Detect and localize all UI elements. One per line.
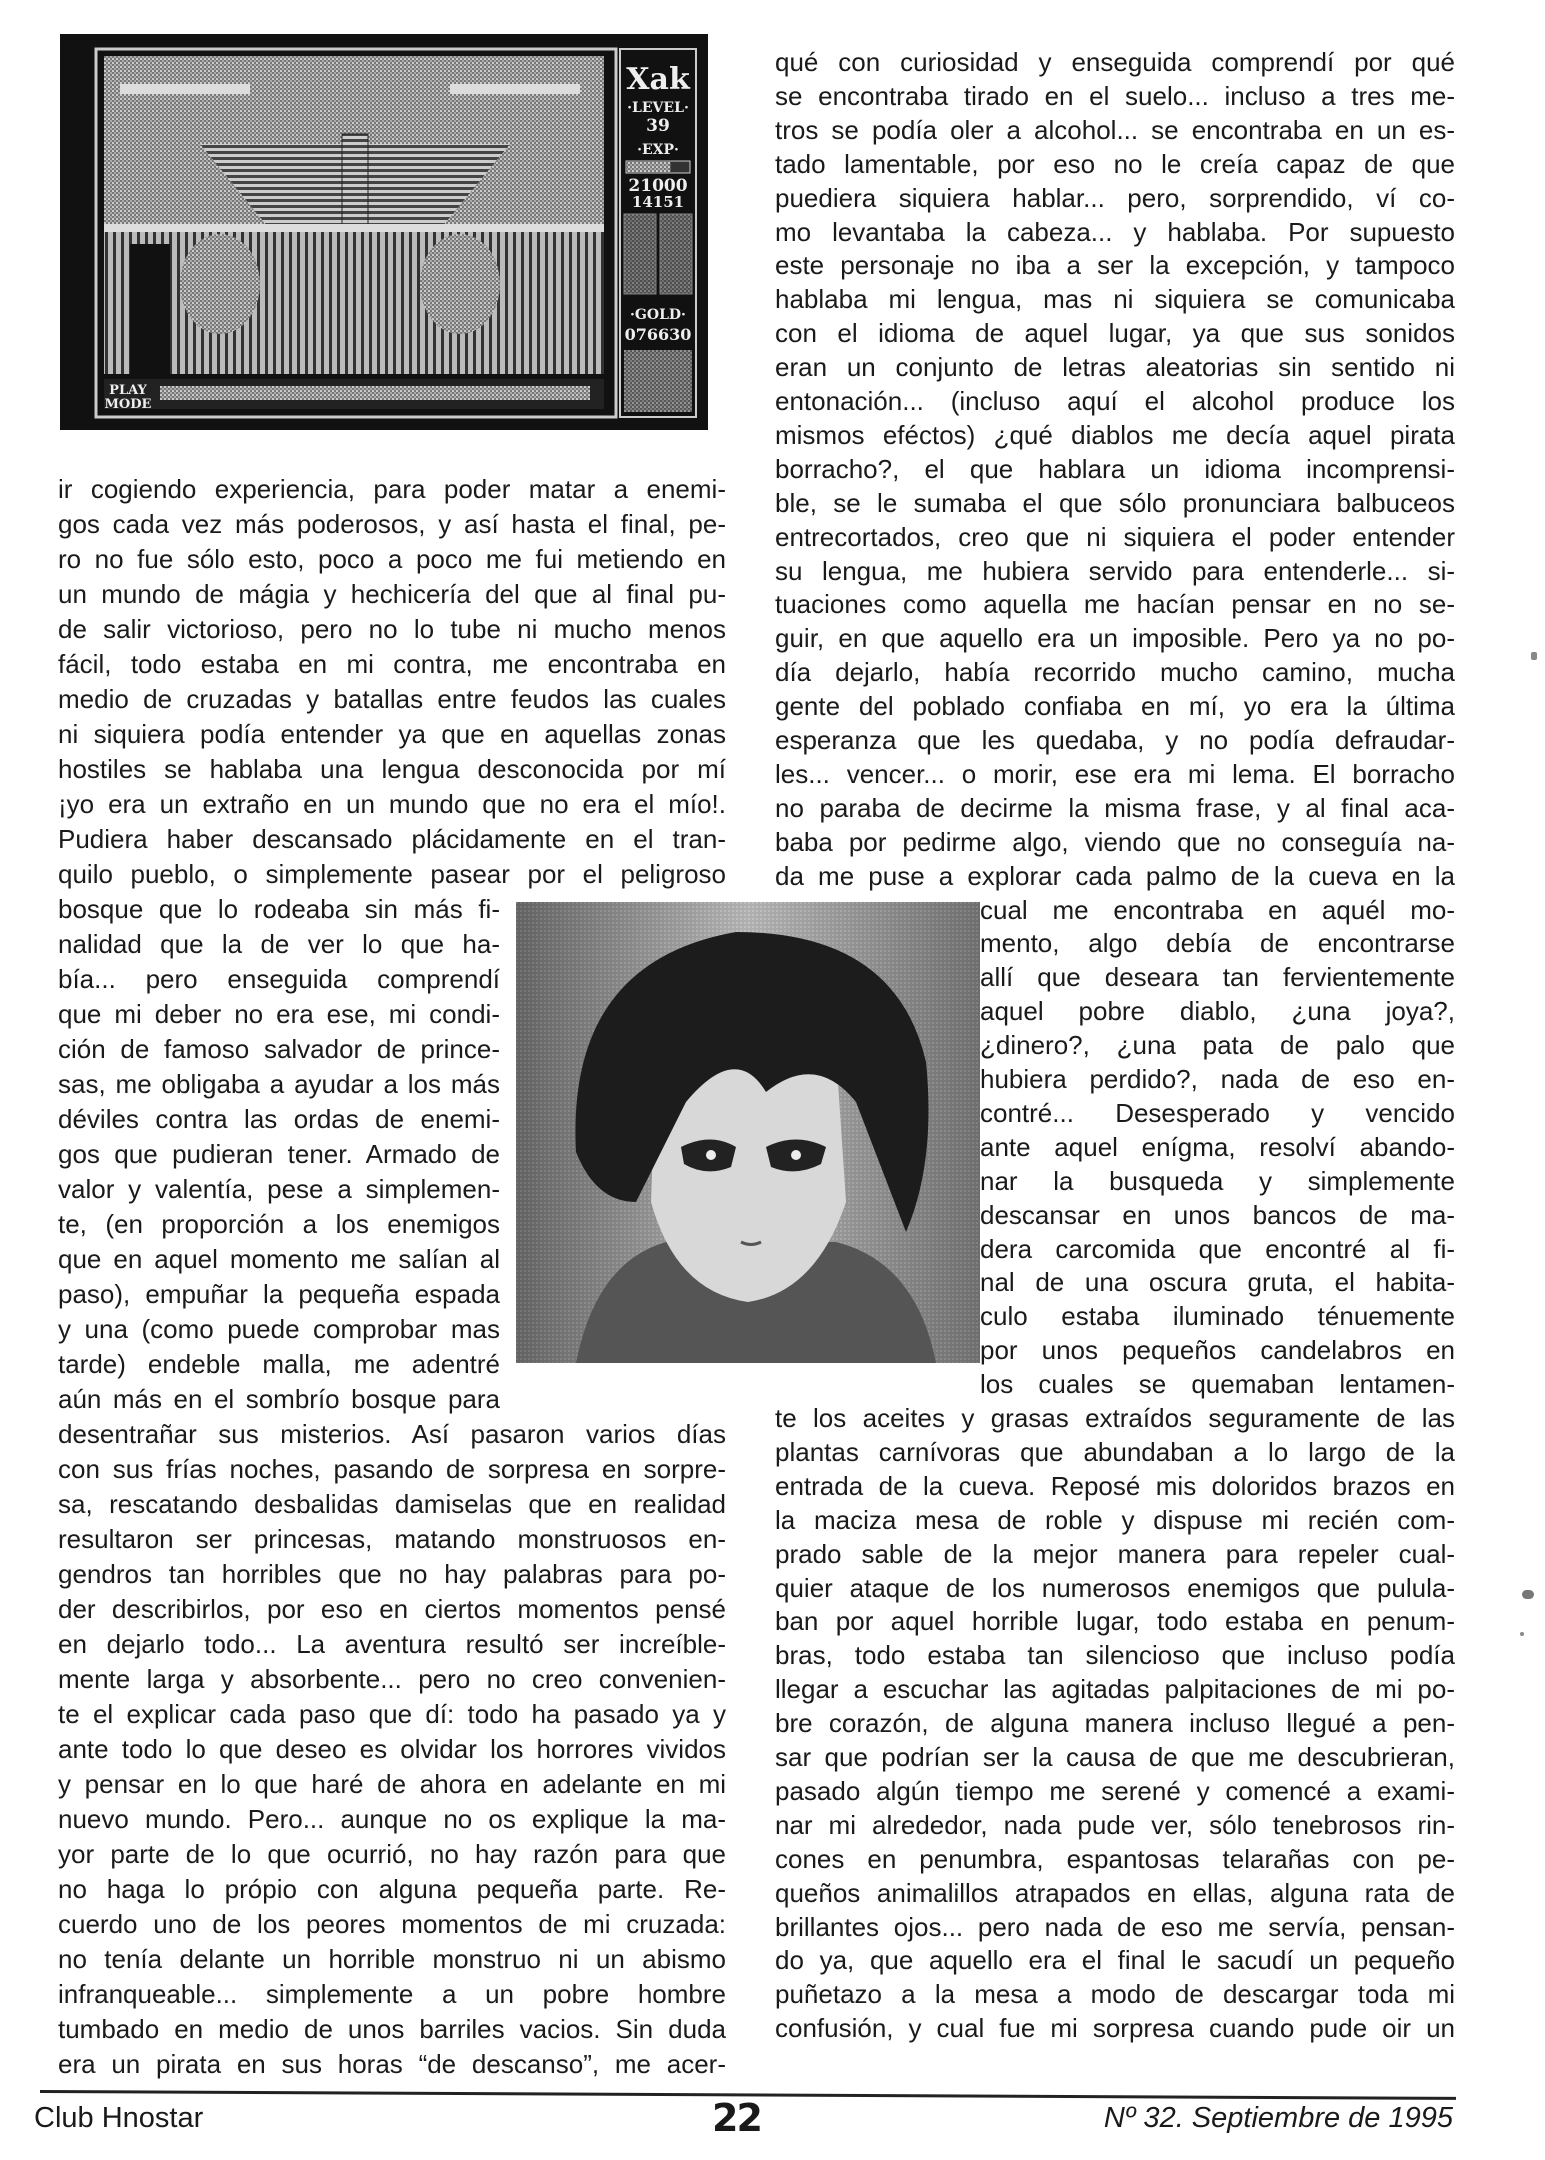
text-line: bre corazón, de alguna manera incluso llegué a pen- <box>775 1708 1455 1739</box>
scan-speck <box>1522 1590 1534 1599</box>
text-line: desentrañar sus misterios. Así pasaron varios días <box>58 1419 726 1449</box>
text-line: sar que podrían ser la causa de que me descubrieran, <box>775 1742 1455 1772</box>
text-line: y una (como puede comprobar mas <box>58 1314 500 1344</box>
text-line: medio de cruzadas y batallas entre feudos las cuales <box>58 684 726 714</box>
game-title: Xak <box>626 62 690 97</box>
exp-value: 21000 <box>628 176 688 196</box>
character-portrait <box>516 902 980 1363</box>
text-line: en dejarlo todo... La aventura resultó ser increíble- <box>58 1629 726 1659</box>
game-screenshot-image <box>60 34 708 430</box>
portrait-image <box>516 902 980 1363</box>
text-line: un mundo de mágia y hechicería del que al final pu- <box>58 579 726 609</box>
text-line: te, (en proporción a los enemigos <box>58 1209 500 1239</box>
text-line: queños animalillos atrapados en ellas, alguna rata de <box>775 1877 1455 1908</box>
text-line: hostiles se hablaba una lengua desconocida por mí <box>58 754 726 784</box>
text-line: resultaron ser princesas, matando monstruosos en- <box>58 1524 726 1554</box>
exp-label: ·EXP· <box>637 142 679 158</box>
text-line: confusión, y cual fue mi sorpresa cuando pude oir un <box>775 2013 1455 2044</box>
text-line: nar mi alrededor, nada pude ver, sólo tenebrosos rin- <box>775 1809 1455 1840</box>
text-line: hablaba mi lengua, mas ni siquiera se comunicaba <box>775 284 1455 315</box>
text-line: entrecortados, creo que ni siquiera el poder entender <box>775 521 1455 552</box>
text-line: ción de famoso salvador de prince- <box>58 1034 500 1064</box>
text-line: culo estaba iluminado ténuemente <box>980 1301 1455 1332</box>
text-line: quilo pueblo, o simplemente pasear por el peligroso <box>58 859 726 889</box>
gold-label: ·GOLD· <box>630 307 686 323</box>
text-line: allí que deseara tan fervientemente <box>980 962 1455 993</box>
text-line: do ya, que aquello era el final le sacudí un pequeño <box>775 1945 1455 1976</box>
text-line: ante todo lo que deseo es olvidar los horrores vividos <box>58 1734 726 1764</box>
text-line: valor y valentía, pese a simplemen- <box>58 1174 500 1204</box>
text-line: sa, rescatando desbalidas damiselas que en realidad <box>58 1489 726 1519</box>
text-line: sas, me obligaba a ayudar a los más <box>58 1069 500 1099</box>
text-line: tros se podía oler a alcohol... se encontraba en un es- <box>775 114 1455 145</box>
text-line: se encontraba tirado en el suelo... incluso a tres me- <box>775 80 1455 111</box>
scan-speck <box>1531 652 1537 660</box>
text-line: día dejarlo, había recorrido mucho camino, mucha <box>775 657 1455 688</box>
publication-name: Club Hnostar <box>34 2102 204 2134</box>
text-line: gente del poblado confiaba en mí, yo era la última <box>775 691 1455 722</box>
text-line: ¡yo era un extraño en un mundo que no era el mío!. <box>58 789 726 819</box>
text-line: tuaciones como aquella me hacían pensar en no se- <box>775 589 1455 620</box>
text-line: no paraba de decirme la misma frase, y al final aca- <box>775 792 1455 823</box>
text-line: la maciza mesa de roble y dispuse mi recién com- <box>775 1504 1455 1535</box>
text-line: este personaje no iba a ser la excepción, y tampoco <box>775 250 1455 281</box>
text-line: nar la busqueda y simplemente <box>980 1165 1455 1196</box>
gold-value: 076630 <box>624 325 692 344</box>
text-line: déviles contra las ordas de enemi- <box>58 1104 500 1134</box>
text-line: ro no fue sólo esto, poco a poco me fui metiendo en <box>58 544 726 574</box>
text-line: tarde) endeble malla, me adentré <box>58 1349 500 1379</box>
text-line: descansar en unos bancos de ma- <box>980 1199 1455 1230</box>
text-line: que mi deber no era ese, mi condi- <box>58 999 500 1029</box>
text-line: gos cada vez más poderosos, y así hasta el final, pe- <box>58 509 726 539</box>
text-line: ¿dinero?, ¿una pata de palo que <box>980 1030 1455 1061</box>
text-line: era un pirata en sus horas “de descanso”, me acer- <box>58 2049 726 2079</box>
text-line: llegar a escuchar las agitadas palpitaciones de mi po- <box>775 1674 1455 1705</box>
text-line: por unos pequeños candelabros en <box>980 1335 1455 1366</box>
exp-bar-fill <box>627 162 670 172</box>
text-line: fácil, todo estaba en mi contra, me encontraba en <box>58 649 726 679</box>
text-line: cuerdo uno de los peores momentos de mi cruzada: <box>58 1909 726 1939</box>
text-line: nal de una oscura gruta, el habita- <box>980 1267 1455 1298</box>
level-label: ·LEVEL· <box>627 100 689 116</box>
text-line: puediera siquiera hablar... pero, sorprendido, ví co- <box>775 182 1455 213</box>
text-line: paso), empuñar la pequeña espada <box>58 1279 500 1309</box>
text-line: no tenía delante un horrible monstruo ni un abismo <box>58 1944 726 1974</box>
page-number: 22 <box>712 2096 761 2140</box>
text-line: con el idioma de aquel lugar, ya que sus sonidos <box>775 318 1455 349</box>
text-line: baba por pedirme algo, viendo que no conseguía na- <box>775 826 1455 857</box>
text-line: y pensar en lo que haré de ahora en adelante en mi <box>58 1769 726 1799</box>
text-line: cones en penumbra, espantosas telarañas con pe- <box>775 1843 1455 1874</box>
text-line: nuevo mundo. Pero... aunque no os explique la ma- <box>58 1804 726 1834</box>
text-line: nalidad que la de ver lo que ha- <box>58 929 500 959</box>
text-line: da me puse a explorar cada palmo de la cueva en la <box>775 860 1455 891</box>
text-line: tado lamentable, por eso no le creía capaz de que <box>775 148 1455 179</box>
play-mode-label-2: MODE <box>104 397 152 412</box>
text-line: mente larga y absorbente... pero no creo convenien- <box>58 1664 726 1694</box>
game-screenshot-xak <box>60 34 708 430</box>
text-line: tumbado en medio de unos barriles vacios. Sin duda <box>58 2014 726 2044</box>
text-line: entonación... (incluso aquí el alcohol produce los <box>775 386 1455 416</box>
text-line: entrada de la cueva. Reposé mis doloridos brazos en <box>775 1470 1455 1501</box>
text-line: no haga lo própio con alguna pequeña parte. Re- <box>58 1874 726 1904</box>
text-line: ir cogiendo experiencia, para poder matar a enemi- <box>58 474 726 504</box>
text-line: que en aquel momento me salían al <box>58 1244 500 1274</box>
text-line: der describirlos, por eso en ciertos momentos pensé <box>58 1594 726 1624</box>
issue-date: Nº 32. Septiembre de 1995 <box>1103 2102 1453 2134</box>
text-line: eran un conjunto de letras aleatorias sin sentido ni <box>775 352 1455 383</box>
text-line: infranqueable... simplemente a un pobre hombre <box>58 1979 726 2009</box>
text-line: yor parte de lo que ocurrió, no hay razón para que <box>58 1839 726 1869</box>
text-line: gendros tan horribles que no hay palabras para po- <box>58 1559 726 1589</box>
text-line: dera carcomida que encontré al fi- <box>980 1233 1455 1264</box>
text-line: aún más en el sombrío bosque para <box>58 1384 500 1414</box>
scan-speck <box>1520 1632 1524 1636</box>
text-line: quier ataque de los numerosos enemigos que pulula- <box>775 1572 1455 1603</box>
text-line: pasado algún tiempo me serené y comencé a exami- <box>775 1775 1455 1806</box>
text-line: prado sable de la mejor manera para repeler cual- <box>775 1538 1455 1569</box>
play-mode-label-1: PLAY <box>109 383 147 398</box>
text-line: plantas carnívoras que abundaban a lo largo de la <box>775 1436 1455 1467</box>
text-line: qué con curiosidad y enseguida comprendí por qué <box>775 47 1455 77</box>
text-line: ante aquel enígma, resolví abando- <box>980 1131 1455 1162</box>
text-line: con sus frías noches, pasando de sorpresa en sorpre- <box>58 1454 726 1484</box>
text-line: mento, algo debía de encontrarse <box>980 928 1455 959</box>
text-line: gos que pudieran tener. Armado de <box>58 1139 500 1169</box>
text-line: ban por aquel horrible lugar, todo estaba en penum- <box>775 1606 1455 1637</box>
text-line: ni siquiera podía entender ya que en aquellas zonas <box>58 719 726 749</box>
text-line: mo levantaba la cabeza... y hablaba. Por supuesto <box>775 216 1455 247</box>
text-line: de salir victorioso, pero no lo tube ni mucho menos <box>58 614 726 644</box>
text-line: les... vencer... o morir, ese era mi lema. El borracho <box>775 758 1455 789</box>
text-line: Pudiera haber descansado plácidamente en el tran- <box>58 824 726 854</box>
text-line: brillantes ojos... pero nada de eso me servía, pensan- <box>775 1911 1455 1942</box>
text-line: mismos eféctos) ¿qué diablos me decía aquel pirata <box>775 419 1455 450</box>
text-line: los cuales se quemaban lentamen- <box>980 1369 1455 1400</box>
text-line: te los aceites y grasas extraídos seguramente de las <box>775 1403 1455 1433</box>
text-line: aquel pobre diablo, ¿una joya?, <box>980 996 1455 1027</box>
text-line: su lengua, me hubiera servido para entenderle... si- <box>775 555 1455 586</box>
hud-panel <box>620 49 696 417</box>
text-line: bras, todo estaba tan silencioso que incluso podía <box>775 1640 1455 1671</box>
text-line: hubiera perdido?, nada de eso en- <box>980 1064 1455 1094</box>
text-line: te el explicar cada paso que dí: todo ha pasado ya y <box>58 1699 726 1729</box>
level-value: 39 <box>646 116 670 136</box>
text-line: puñetazo a la mesa a modo de descargar toda mi <box>775 1979 1455 2010</box>
text-line: guir, en que aquello era un imposible. Pero ya no po- <box>775 623 1455 654</box>
exp-next: 14151 <box>631 193 685 211</box>
text-line: bosque que lo rodeaba sin más fi- <box>58 894 500 924</box>
text-line: contré... Desesperado y vencido <box>980 1097 1455 1128</box>
text-line: esperanza que les quedaba, y no podía defraudar- <box>775 725 1455 755</box>
text-line: bía... pero enseguida comprendí <box>58 964 500 994</box>
text-line: cual me encontraba en aquél mo- <box>980 894 1455 925</box>
text-line: ble, se le sumaba el que sólo pronunciara balbuceos <box>775 487 1455 518</box>
text-line: borracho?, el que hablara un idioma incomprensi- <box>775 453 1455 484</box>
